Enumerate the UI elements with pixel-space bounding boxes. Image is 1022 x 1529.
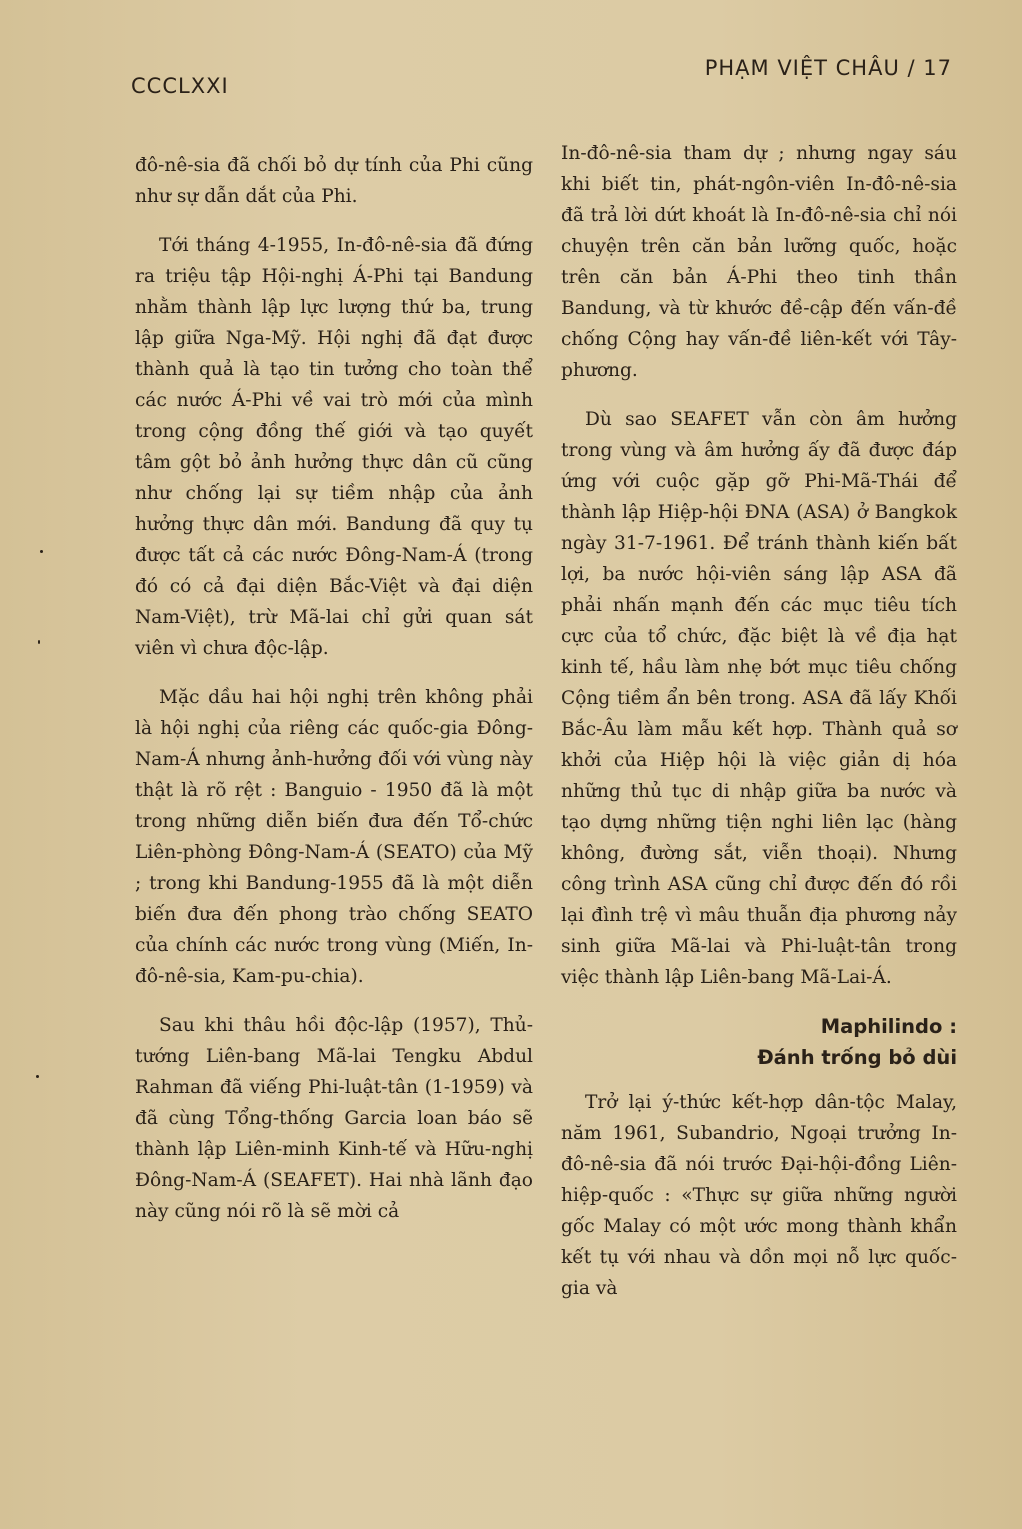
section-heading-line2: Đánh trống bỏ dùi [757, 1046, 957, 1069]
page-header-code: CCCLXXI [131, 74, 229, 98]
paragraph: Trở lại ý-thức kết-hợp dân-tộc Malay, năm 1961, Subandrio, Ngoại trưởng In-đô-nê-sia đã nói trước Đại-hội-đồng Liên-hiệp-quốc : «Thực sự giữa những người gốc Malay có một ước mong thành khẩn kết tụ với nhau và dồn mọi nỗ lực quốc-gia và [561, 1092, 957, 1299]
page-header-author-page: PHẠM VIỆT CHÂU / 17 [704, 56, 952, 80]
paragraph: đô-nê-sia đã chối bỏ dự tính của Phi cũng như sự dẫn dắt của Phi. [135, 155, 533, 207]
section-heading-line1: Maphilindo : [820, 1015, 957, 1038]
paragraph: Dù sao SEAFET vẫn còn âm hưởng trong vùng và âm hưởng ấy đã được đáp ứng với cuộc gặp gỡ Phi-Mã-Thái để thành lập Hiệp-hội ĐNA (ASA) ở Bangkok ngày 31-7-1961. Để tránh thành kiến bất lợi, ba nước hội-viên sáng lập ASA đã phải nhấn mạnh đến các mục tiêu tích cực của tổ chức, đặc biệt là về địa hạt kinh tế, hầu làm nhẹ bớt mục tiêu chống Cộng tiềm ẩn bên trong. ASA đã lấy Khối Bắc-Âu làm mẫu kết hợp. Thành quả sơ khởi của Hiệp hội là việc giản dị hóa những thủ tục di nhập giữa ba nước và tạo dựng những tiện nghi liên lạc (hàng không, đường sắt, viễn thoại). Nhưng công trình ASA cũng chỉ được đến đó rồi lại đình trệ vì mâu thuẫn địa phương nảy sinh giữa Mã-lai và Phi-luật-tân trong việc thành lập Liên-bang Mã-Lai-Á. [561, 409, 957, 988]
paragraph: Tới tháng 4-1955, In-đô-nê-sia đã đứng ra triệu tập Hội-nghị Á-Phi tại Bandung nhằm thành lập lực lượng thứ ba, trung lập giữa Nga-Mỹ. Hội nghị đã đạt được thành quả là tạo tin tưởng cho toàn thể các nước Á-Phi về vai trò mới của mình trong cộng đồng thế giới và tạo quyết tâm gột bỏ ảnh hưởng thực dân cũ cũng như chống lại sự tiềm nhập của ảnh hưởng thực dân mới. Bandung đã quy tụ được tất cả các nước Đông-Nam-Á (trong đó có cả đại diện Bắc-Việt và đại diện Nam-Việt), trừ Mã-lai chỉ gửi quan sát viên vì chưa độc-lập. [135, 235, 533, 659]
paragraph: Mặc dầu hai hội nghị trên không phải là hội nghị của riêng các quốc-gia Đông-Nam-Á nhưng ảnh-hưởng đối với vùng này thật là rõ rệt : Banguio - 1950 đã là một trong những diễn biến đưa đến Tổ-chức Liên-phòng Đông-Nam-Á (SEATO) của Mỹ ; trong khi Bandung-1955 đã là một diễn biến đưa đến phong trào chống SEATO của chính các nước trong vùng (Miến, In-đô-nê-sia, Kam-pu-chia). [135, 687, 533, 987]
page-speck [40, 550, 43, 553]
paragraph: Sau khi thâu hồi độc-lập (1957), Thủ-tướng Liên-bang Mã-lai Tengku Abdul Rahman đã viếng Phi-luật-tân (1-1959) và đã cùng Tổng-thống Garcia loan báo sẽ thành lập Liên-minh Kinh-tế và Hữu-nghị Đông-Nam-Á (SEAFET). Hai nhà lãnh đạo này cũng nói rõ là sẽ mời cả [135, 1015, 533, 1222]
section-heading [561, 1011, 957, 1073]
page-speck [36, 1075, 39, 1078]
page-speck [38, 640, 40, 644]
right-column [561, 138, 957, 1322]
paragraph: In-đô-nê-sia tham dự ; nhưng ngay sáu khi biết tin, phát-ngôn-viên In-đô-nê-sia đã trả lời dứt khoát là In-đô-nê-sia chỉ nói chuyện trên căn bản lưỡng quốc, hoặc trên căn bản Á-Phi theo tinh thần Bandung, và từ khước đề-cập đến vấn-đề chống Cộng hay vấn-đề liên-kết với Tây-phương. [561, 143, 957, 381]
left-column [135, 150, 533, 1245]
